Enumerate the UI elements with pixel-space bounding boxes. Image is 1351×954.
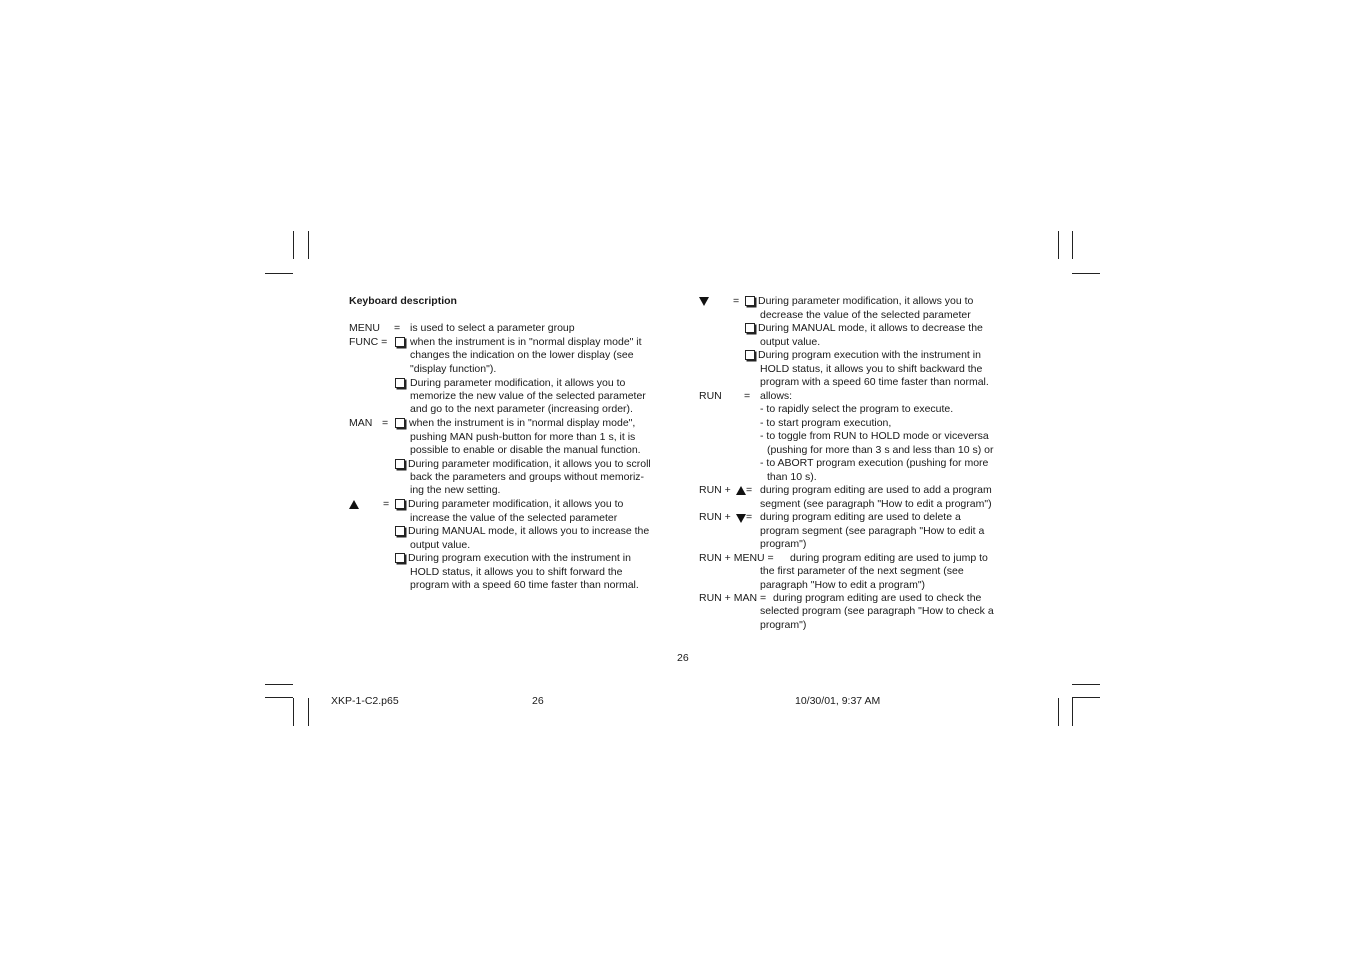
- key-label: RUN + MENU =: [699, 552, 774, 564]
- key-text: is used to select a parameter group: [410, 322, 575, 334]
- key-label: RUN +: [699, 484, 731, 496]
- text-line: program segment (see paragraph "How to edit a: [760, 525, 985, 537]
- section-heading: Keyboard description: [349, 295, 457, 307]
- equals: =: [733, 295, 740, 307]
- text-line: memorize the new value of the selected parameter: [410, 390, 646, 402]
- key-label: RUN: [699, 390, 722, 402]
- text-line: program"): [760, 538, 807, 550]
- text-line: during program editing are used to delete a: [760, 511, 961, 523]
- text-line: segment (see paragraph "How to edit a program"): [760, 498, 992, 510]
- key-label: FUNC =: [349, 336, 388, 348]
- text-line: ing the new setting.: [410, 484, 501, 496]
- footer-datetime: 10/30/01, 9:37 AM: [795, 695, 881, 707]
- text-line: - to start program execution,: [760, 417, 892, 429]
- text-line: program"): [760, 619, 807, 631]
- equals: =: [746, 484, 753, 496]
- text-line: and go to the next parameter (increasing order).: [410, 403, 633, 415]
- text-line: selected program (see paragraph "How to check a: [760, 605, 994, 617]
- text-line: During parameter modification, it allows you to: [408, 498, 624, 510]
- text-line: decrease the value of the selected parameter: [760, 309, 971, 321]
- text-line: During MANUAL mode, it allows you to increase the: [408, 525, 650, 537]
- key-label: MENU: [349, 322, 380, 334]
- checkbox-icon: [395, 553, 405, 563]
- text-line: "display function").: [410, 363, 497, 375]
- equals: =: [383, 498, 390, 510]
- down-arrow-icon: [736, 514, 746, 523]
- key-label: RUN +: [699, 511, 731, 523]
- text-line: During parameter modification, it allows you to: [410, 377, 626, 389]
- text-line: when the instrument is in "normal display mode" it: [410, 336, 642, 348]
- key-label: MAN: [349, 417, 373, 429]
- equals: =: [382, 417, 389, 429]
- text-line: output value.: [760, 336, 821, 348]
- footer-filename: XKP-1-C2.p65: [331, 695, 399, 707]
- checkbox-icon: [395, 337, 405, 347]
- text-line: during program editing are used to check the: [773, 592, 982, 604]
- text-line: than 10 s).: [767, 471, 817, 483]
- text-line: increase the value of the selected parameter: [410, 512, 618, 524]
- checkbox-icon: [395, 499, 405, 509]
- text-line: - to rapidly select the program to execute.: [760, 403, 954, 415]
- checkbox-icon: [395, 459, 405, 469]
- text-line: program with a speed 60 time faster than normal.: [760, 376, 989, 388]
- checkbox-icon: [745, 350, 755, 360]
- text-line: program with a speed 60 time faster than normal.: [410, 579, 639, 591]
- checkbox-icon: [395, 418, 405, 428]
- text-line: output value.: [410, 539, 471, 551]
- text-line: paragraph "How to edit a program"): [760, 579, 926, 591]
- checkbox-icon: [395, 378, 405, 388]
- page-number: 26: [677, 652, 689, 664]
- text-line: - to ABORT program execution (pushing for more: [760, 457, 989, 469]
- text-line: During program execution with the instrument in: [408, 552, 631, 564]
- text-line: back the parameters and groups without memoriz-: [410, 471, 645, 483]
- equals: =: [744, 390, 751, 402]
- text-line: pushing MAN push-button for more than 1 s, it is: [410, 431, 636, 443]
- text-line: HOLD status, it allows you to shift backward the: [760, 363, 983, 375]
- text-line: when the instrument is in "normal display mode",: [409, 417, 636, 429]
- checkbox-icon: [745, 296, 755, 306]
- text-line: during program editing are used to jump to: [790, 552, 988, 564]
- down-arrow-icon: [699, 297, 709, 306]
- checkbox-icon: [395, 526, 405, 536]
- text-line: during program editing are used to add a program: [760, 484, 992, 496]
- text-line: (pushing for more than 3 s and less than 10 s) or: [767, 444, 994, 456]
- footer-page: 26: [532, 695, 544, 707]
- text-line: HOLD status, it allows you to shift forward the: [410, 566, 623, 578]
- text-line: During parameter modification, it allows you to scroll: [408, 458, 651, 470]
- text-line: - to toggle from RUN to HOLD mode or viceversa: [760, 430, 989, 442]
- up-arrow-icon: [349, 500, 359, 509]
- text-line: allows:: [760, 390, 793, 402]
- equals: =: [746, 511, 753, 523]
- text-line: the first parameter of the next segment (see: [760, 565, 964, 577]
- checkbox-icon: [745, 323, 755, 333]
- text-line: possible to enable or disable the manual function.: [410, 444, 641, 456]
- key-label: RUN + MAN =: [699, 592, 767, 604]
- equals: =: [394, 322, 401, 334]
- text-line: During program execution with the instrument in: [758, 349, 981, 361]
- text-line: During MANUAL mode, it allows to decrease the: [758, 322, 983, 334]
- text-line: During parameter modification, it allows you to: [758, 295, 974, 307]
- text-line: changes the indication on the lower display (see: [410, 349, 634, 361]
- up-arrow-icon: [736, 486, 746, 495]
